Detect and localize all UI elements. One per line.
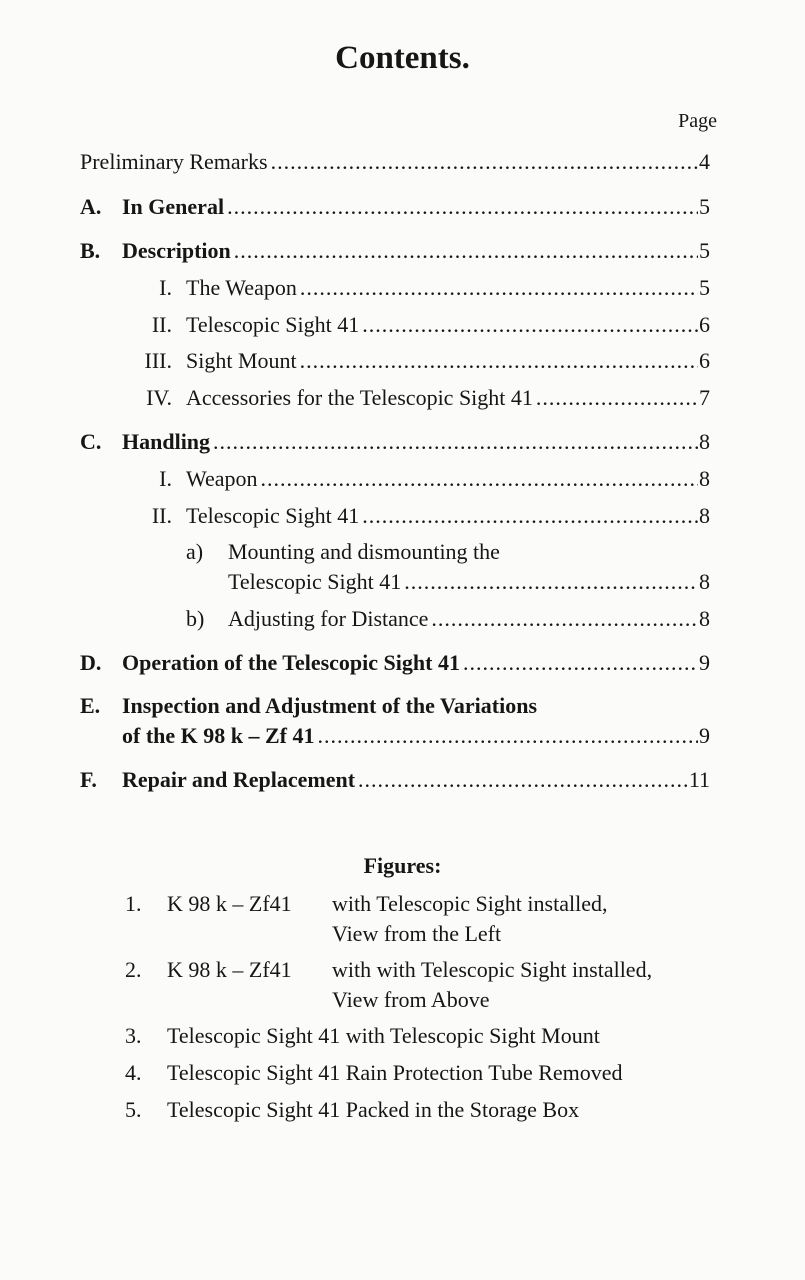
page-column-header: Page <box>678 110 717 132</box>
section-letter: D. <box>80 650 102 675</box>
toc-entry-preliminary <box>80 147 710 177</box>
toc-page-number: 8 <box>699 569 710 594</box>
dot-leader <box>271 147 698 177</box>
toc-entry-f <box>80 765 710 795</box>
sub-letter: b) <box>186 606 205 631</box>
dot-leader <box>362 310 698 340</box>
section-letter: F. <box>80 767 97 792</box>
toc-label: Telescopic Sight 41 <box>228 569 402 594</box>
toc-label: of the K 98 k – Zf 41 <box>122 723 315 748</box>
figure-description: View from the Left <box>332 921 502 946</box>
toc-label: Weapon <box>186 466 258 491</box>
toc-entry-c-2-a-line1 <box>186 537 500 567</box>
toc-label: Accessories for the Telescopic Sight 41 <box>186 385 533 410</box>
toc-page-number: 7 <box>699 385 710 410</box>
toc-entry-c-2 <box>117 501 710 531</box>
figure-number: 4. <box>125 1060 142 1085</box>
toc-page-number: 4 <box>699 149 710 174</box>
figure-number: 5. <box>125 1097 142 1122</box>
toc-page-number: 5 <box>699 194 710 219</box>
page-title: Contents. <box>335 40 470 76</box>
toc-entry-e <box>122 721 710 751</box>
figure-description: Telescopic Sight 41 Packed in the Storage Box <box>167 1097 580 1122</box>
figure-description: View from Above <box>332 987 490 1012</box>
toc-label: Description <box>122 238 231 263</box>
dot-leader <box>404 567 698 597</box>
toc-label: Preliminary Remarks <box>80 149 268 174</box>
figure-model: K 98 k – Zf41 <box>167 891 292 916</box>
toc-entry-c-2-b <box>186 604 710 634</box>
toc-entry-d <box>80 648 710 678</box>
dot-leader <box>431 604 698 634</box>
roman-numeral: II. <box>151 503 172 528</box>
toc-label: Operation of the Telescopic Sight 41 <box>122 650 460 675</box>
toc-label: Inspection and Adjustment of the Variations <box>122 693 538 718</box>
toc-label: Adjusting for Distance <box>228 606 429 631</box>
toc-entry-a <box>80 192 710 222</box>
figure-description: with Telescopic Sight installed, <box>332 891 608 916</box>
toc-page-number: 5 <box>699 238 710 263</box>
dot-leader <box>362 501 698 531</box>
toc-label: Repair and Replacement <box>122 767 356 792</box>
dot-leader <box>261 464 698 494</box>
toc-entry-b-4 <box>117 383 710 413</box>
dot-leader <box>300 346 698 376</box>
toc-entry-c <box>80 427 710 457</box>
figure-description: with with Telescopic Sight installed, <box>332 957 653 982</box>
toc-label: Sight Mount <box>186 348 297 373</box>
dot-leader <box>536 383 698 413</box>
roman-numeral: I. <box>159 466 172 491</box>
roman-numeral: III. <box>144 348 172 373</box>
section-letter: C. <box>80 429 102 454</box>
roman-numeral: I. <box>159 275 172 300</box>
toc-page-number: 8 <box>699 606 710 631</box>
dot-leader <box>213 427 698 457</box>
section-letter: B. <box>80 238 101 263</box>
toc-entry-e-line1 <box>80 691 537 721</box>
toc-label: The Weapon <box>186 275 297 300</box>
toc-entry-b-2 <box>117 310 710 340</box>
toc-page-number: 11 <box>688 767 710 792</box>
dot-leader <box>463 648 698 678</box>
toc-page-number: 8 <box>699 429 710 454</box>
section-letter: A. <box>80 194 102 219</box>
dot-leader <box>234 236 698 266</box>
toc-label: In General <box>122 194 225 219</box>
figure-model: K 98 k – Zf41 <box>167 957 292 982</box>
roman-numeral: II. <box>151 312 172 337</box>
toc-page-number: 6 <box>699 312 710 337</box>
section-letter: E. <box>80 693 101 718</box>
toc-page-number: 6 <box>699 348 710 373</box>
dot-leader <box>300 273 698 303</box>
toc-entry-c-1 <box>117 464 710 494</box>
toc-label: Telescopic Sight 41 <box>186 312 360 337</box>
dot-leader <box>358 765 688 795</box>
toc-page-number: 8 <box>699 466 710 491</box>
toc-entry-b-1 <box>117 273 710 303</box>
figure-description: Telescopic Sight 41 Rain Protection Tube Removed <box>167 1060 623 1085</box>
figure-number: 3. <box>125 1023 142 1048</box>
toc-entry-c-2-a <box>228 567 710 597</box>
dot-leader <box>227 192 698 222</box>
figure-number: 2. <box>125 957 142 982</box>
toc-label: Handling <box>122 429 211 454</box>
toc-page-number: 9 <box>699 650 710 675</box>
toc-entry-b-3 <box>117 346 710 376</box>
toc-page-number: 9 <box>699 723 710 748</box>
sub-letter: a) <box>186 539 204 564</box>
roman-numeral: IV. <box>146 385 172 410</box>
toc-label: Mounting and dismounting the <box>228 539 500 564</box>
toc-label: Telescopic Sight 41 <box>186 503 360 528</box>
dot-leader <box>318 721 699 751</box>
figures-heading: Figures: <box>363 853 442 878</box>
toc-page-number: 5 <box>699 275 710 300</box>
toc-entry-b <box>80 236 710 266</box>
toc-page-number: 8 <box>699 503 710 528</box>
figure-description: Telescopic Sight 41 with Telescopic Sight Mount <box>167 1023 600 1048</box>
figure-number: 1. <box>125 891 142 916</box>
